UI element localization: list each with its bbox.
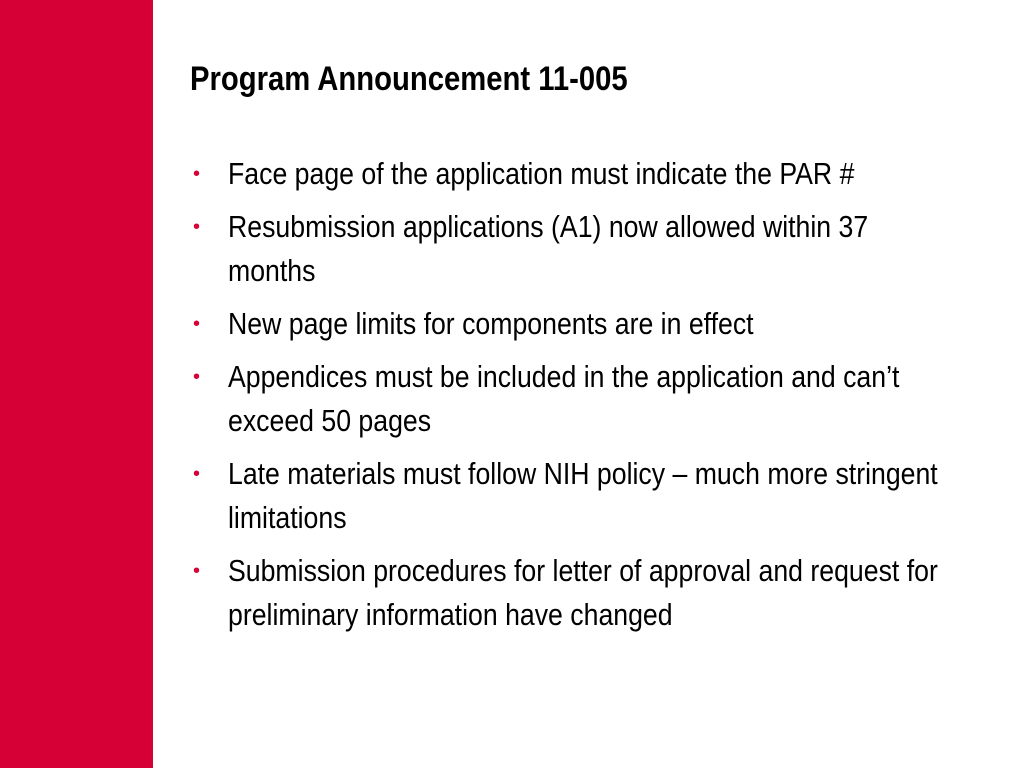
bullet-text: New page limits for components are in effect <box>228 306 754 341</box>
list-item <box>190 452 970 540</box>
bullet-list <box>190 152 970 646</box>
list-item <box>190 152 970 196</box>
bullet-text: Late materials must follow NIH policy – much more stringent limitations <box>228 456 938 535</box>
bullet-dot-icon: • <box>193 560 201 582</box>
bullet-dot-icon: • <box>193 366 201 388</box>
bullet-dot-icon: • <box>193 463 201 485</box>
list-item <box>190 549 970 637</box>
bullet-dot-icon: • <box>193 313 201 335</box>
bullet-dot-icon: • <box>193 163 201 185</box>
list-item <box>190 355 970 443</box>
bullet-text: Submission procedures for letter of approval and request for preliminary information have changed <box>228 553 938 632</box>
bullet-text: Appendices must be included in the application and can’t exceed 50 pages <box>228 359 900 438</box>
bullet-text: Resubmission applications (A1) now allowed within 37 months <box>228 209 869 288</box>
list-item <box>190 205 970 293</box>
list-item <box>190 302 970 346</box>
slide-title: Program Announcement 11-005 <box>190 60 628 98</box>
bullet-text: Face page of the application must indicate the PAR # <box>228 156 855 191</box>
bullet-dot-icon: • <box>193 216 201 238</box>
accent-sidebar <box>0 0 153 768</box>
